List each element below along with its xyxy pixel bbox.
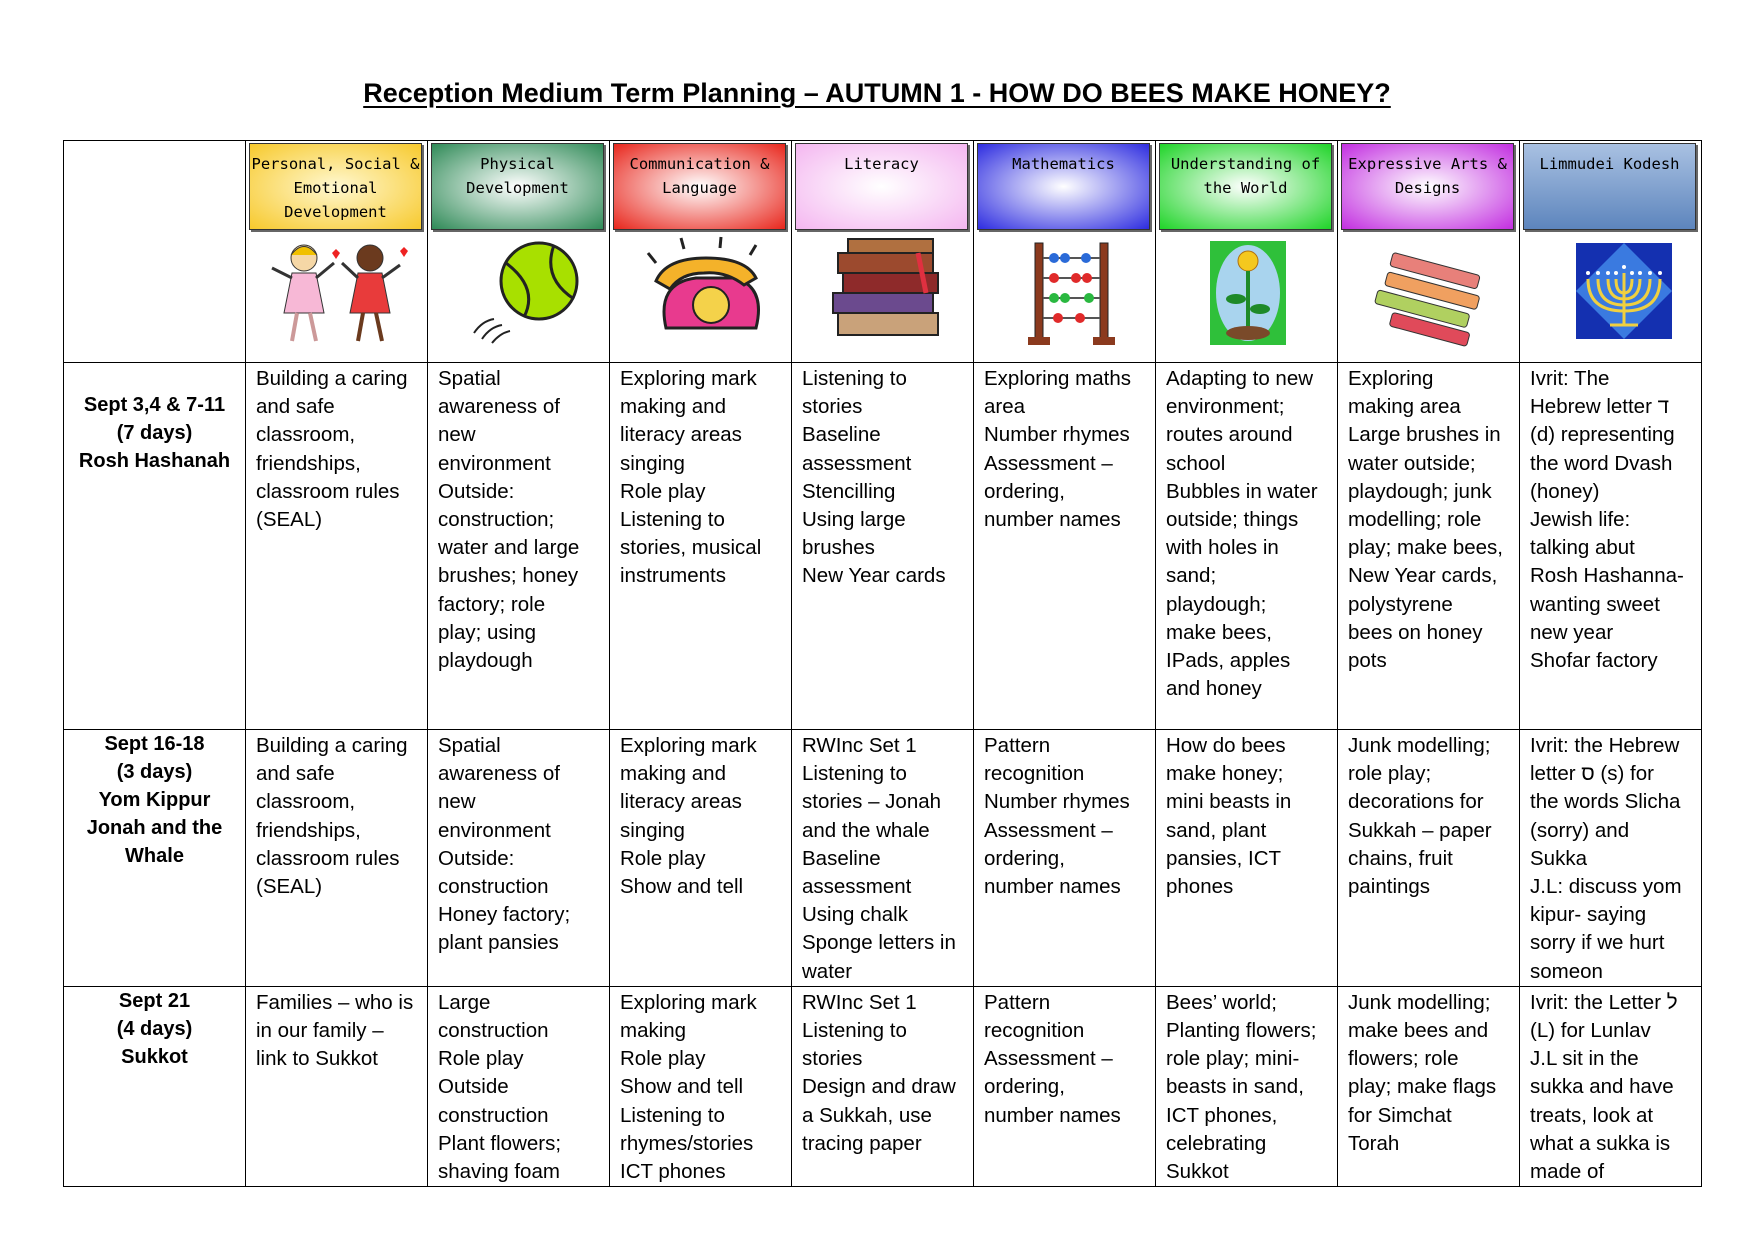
table-row bbox=[64, 986, 1702, 1186]
tennis-ball-icon bbox=[428, 230, 609, 354]
subject-label: Personal, Social & Emotional Development bbox=[251, 155, 420, 221]
table-cell: Exploring making area Large brushes in water outside; playdough; junk modelling; role play; make bees, New Year cards, polystyrene bees on honey pots bbox=[1348, 367, 1503, 673]
table-cell: Families – who is in our family – link to Sukkot bbox=[256, 990, 414, 1071]
table-cell: Adapting to new environment; routes around school Bubbles in water outside; things with holes in sand; playdough; make bees, IPads, apples and honey bbox=[1166, 367, 1318, 701]
subject-header bbox=[610, 141, 792, 363]
table-cell: Ivrit: The Hebrew letter ד (d) representing the word Dvash (honey) Jewish life: talking abut Rosh Hashanna- wanting sweet new year Shofar factory bbox=[1530, 367, 1684, 673]
table-cell: Large construction Role play Outside construction Plant flowers; shaving foam bbox=[438, 990, 562, 1184]
table-row bbox=[64, 730, 1702, 987]
subject-label: Limmudei Kodesh bbox=[1539, 155, 1680, 173]
table-cell: Exploring mark making and literacy areas singing Role play Listening to stories, musical instruments bbox=[620, 367, 762, 588]
row-label: Sept 21 (4 days) Sukkot bbox=[64, 986, 246, 1186]
subject-label: Communication & Language bbox=[629, 155, 770, 197]
table-cell: Ivrit: the Hebrew letter ס (s) for the words Slicha (sorry) and Sukka J.L: discuss yom kipur- saying sorry if we hurt someon bbox=[1530, 734, 1682, 983]
planning-table bbox=[63, 140, 1702, 1187]
subject-box bbox=[249, 143, 422, 230]
table-cell: Exploring mark making Role play Show and tell Listening to rhymes/stories ICT phones bbox=[620, 990, 757, 1184]
subject-box bbox=[795, 143, 968, 230]
subject-header bbox=[428, 141, 610, 363]
subject-header bbox=[974, 141, 1156, 363]
table-cell: Building a caring and safe classroom, friendships, classroom rules (SEAL) bbox=[256, 734, 408, 899]
table-cell: How do bees make honey; mini beasts in sand, plant pansies, ICT phones bbox=[1166, 734, 1292, 899]
subject-box bbox=[1523, 143, 1696, 230]
subject-box bbox=[1159, 143, 1332, 230]
abacus-icon bbox=[974, 230, 1155, 354]
telephone-icon bbox=[610, 230, 791, 354]
subject-header bbox=[246, 141, 428, 363]
table-cell: Pattern recognition Number rhymes Assessment – ordering, number names bbox=[984, 734, 1130, 899]
table-cell: Listening to stories Baseline assessment Stencilling Using large brushes New Year cards bbox=[802, 367, 946, 588]
table-cell: Bees’ world; Planting flowers; role play; mini- beasts in sand, ICT phones, celebrating Sukkot bbox=[1166, 990, 1317, 1184]
table-cell: Building a caring and safe classroom, friendships, classroom rules (SEAL) bbox=[256, 367, 408, 532]
subject-box bbox=[977, 143, 1150, 230]
subject-header bbox=[792, 141, 974, 363]
header-row bbox=[64, 141, 1702, 363]
table-cell: Ivrit: the Letter ל (L) for Lunlav J.L sit in the sukka and have treats, look at what a sukka is made of bbox=[1530, 990, 1678, 1184]
subject-header bbox=[1156, 141, 1338, 363]
table-cell: Junk modelling; make bees and flowers; role play; make flags for Simchat Torah bbox=[1348, 990, 1497, 1155]
books-icon bbox=[792, 230, 973, 354]
table-cell: Junk modelling; role play; decorations for Sukkah – paper chains, fruit paintings bbox=[1348, 734, 1492, 899]
subject-header bbox=[1520, 141, 1702, 363]
subject-label: Literacy bbox=[844, 155, 919, 173]
row-label: Sept 3,4 & 7-11 (7 days) Rosh Hashanah bbox=[64, 363, 246, 730]
table-cell: RWInc Set 1 Listening to stories Design and draw a Sukkah, use tracing paper bbox=[802, 990, 956, 1155]
crayons-icon bbox=[1338, 230, 1519, 354]
children-icon bbox=[246, 230, 427, 354]
subject-header bbox=[1338, 141, 1520, 363]
table-cell: RWInc Set 1 Listening to stories – Jonah and the whale Baseline assessment Using chalk Sponge letters in water bbox=[802, 734, 956, 983]
subject-label: Mathematics bbox=[1012, 155, 1115, 173]
table-cell: Spatial awareness of new environment Outside: construction; water and large brushes; honey factory; role play; using playdough bbox=[438, 367, 580, 673]
row-label: Sept 16-18 (3 days) Yom Kippur Jonah and the Whale bbox=[64, 730, 246, 987]
subject-label: Expressive Arts & Designs bbox=[1348, 155, 1507, 197]
menorah-icon bbox=[1520, 230, 1701, 354]
table-cell: Pattern recognition Assessment – ordering, number names bbox=[984, 990, 1121, 1127]
flower-globe-icon bbox=[1156, 230, 1337, 354]
subject-box bbox=[613, 143, 786, 230]
table-cell: Exploring mark making and literacy areas singing Role play Show and tell bbox=[620, 734, 757, 899]
page-title: Reception Medium Term Planning – AUTUMN 1 - HOW DO BEES MAKE HONEY? bbox=[363, 78, 1391, 108]
subject-box bbox=[431, 143, 604, 230]
subject-label: Understanding of the World bbox=[1170, 155, 1321, 197]
table-cell: Spatial awareness of new environment Outside: construction Honey factory; plant pansies bbox=[438, 734, 571, 955]
subject-label: Physical Development bbox=[466, 155, 569, 197]
subject-box bbox=[1341, 143, 1514, 230]
table-cell: Exploring maths area Number rhymes Assessment – ordering, number names bbox=[984, 367, 1131, 532]
corner-cell bbox=[64, 141, 246, 363]
table-row bbox=[64, 363, 1702, 730]
